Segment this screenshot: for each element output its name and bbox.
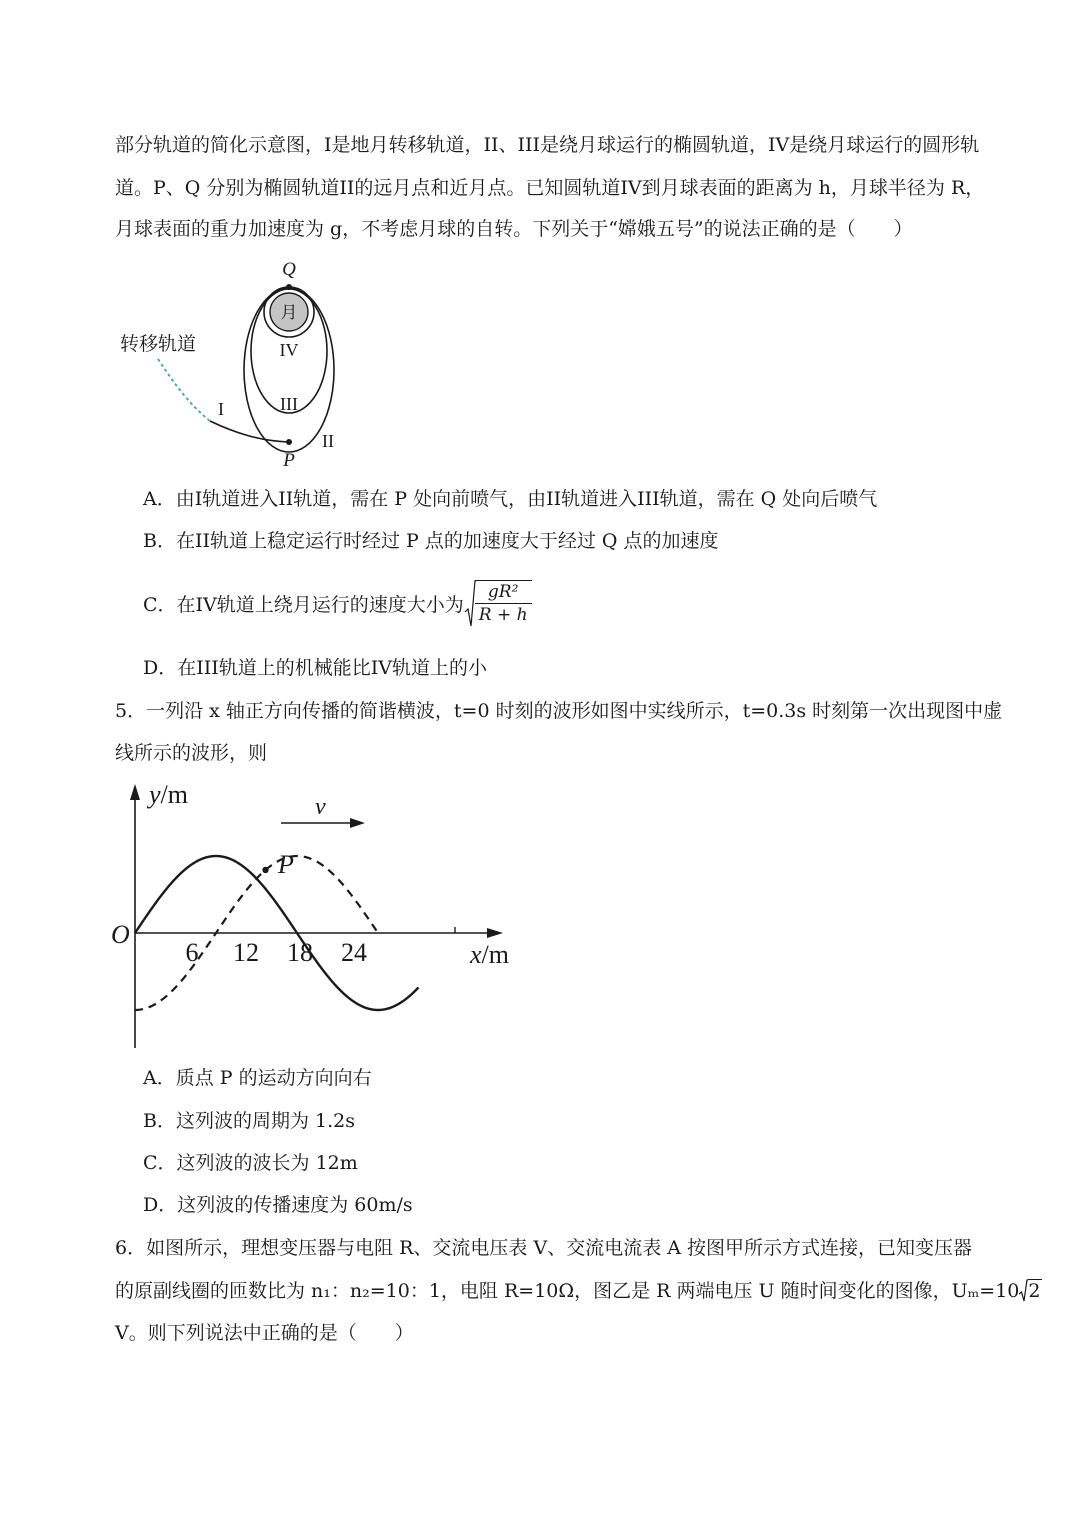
fraction-denominator: R + h — [478, 605, 528, 625]
x-tick-label-12: 12 — [233, 938, 259, 967]
velocity-arrow-head — [350, 818, 365, 828]
label-IV: IV — [279, 340, 299, 360]
q6-line-2-text: 的原副线圈的匝数比为 n₁：n₂=10：1，电阻 R=10Ω，图乙是 R 两端电压 U 随时间变化的图像，Uₘ=10 — [115, 1280, 1020, 1302]
label-II: II — [322, 431, 334, 451]
q5-line-1: 5．一列沿 x 轴正方向传播的简谐横波，t=0 时刻的波形如图中实线所示，t=0.3s 时刻第一次出现图中虚 — [115, 700, 1003, 722]
q6-line-3: V。则下列说法中正确的是（ ） — [115, 1322, 414, 1344]
sqrt-expression — [464, 580, 532, 630]
velocity-label: v — [315, 794, 326, 820]
label-Q: Q — [282, 259, 296, 280]
wave-chart — [105, 778, 525, 1053]
point-P-label: P — [278, 850, 294, 879]
y-axis-arrow — [130, 784, 140, 800]
x-tick-label-18: 18 — [287, 938, 313, 967]
orbit-I — [210, 421, 289, 442]
point-P-marker — [262, 867, 268, 873]
q4-option-c — [143, 574, 532, 636]
label-I: I — [218, 399, 224, 419]
label-III: III — [280, 394, 298, 414]
moon-label: 月 — [280, 303, 298, 322]
q6-line-2 — [115, 1278, 1042, 1304]
q4-line-2: 道。P、Q 分别为椭圆轨道II的远月点和近月点。已知圆轨道IV到月球表面的距离为 h，月球半径为 R， — [115, 177, 985, 199]
origin-label: O — [111, 920, 130, 949]
sqrt-2-radicand: 2 — [1028, 1280, 1041, 1302]
q5-option-b: B．这列波的周期为 1.2s — [143, 1110, 355, 1132]
label-transfer-orbit: 转移轨道 — [120, 334, 197, 355]
x-axis-label: x/m — [470, 940, 509, 969]
q5-option-a: A．质点 P 的运动方向向右 — [143, 1067, 372, 1089]
fraction-numerator: gR² — [475, 581, 532, 604]
q5-option-c: C．这列波的波长为 12m — [143, 1152, 358, 1174]
sqrt-2-sign — [1019, 1279, 1028, 1303]
label-P: P — [283, 450, 295, 471]
x-axis-arrow — [487, 928, 503, 938]
q4-option-c-text: C．在IV轨道上绕月运行的速度大小为 — [143, 594, 464, 616]
x-tick-label-6: 6 — [185, 938, 199, 967]
transfer-orbit-dashed — [158, 359, 210, 421]
q5-line-2: 线所示的波形，则 — [115, 742, 268, 764]
q4-line-1: 部分轨道的简化示意图，I是地月转移轨道，II、III是绕月球运行的椭圆轨道，IV是绕月球运行的圆形轨 — [115, 134, 980, 156]
sqrt-2 — [1019, 1279, 1042, 1303]
q5-option-d: D．这列波的传播速度为 60m/s — [143, 1194, 413, 1216]
q4-option-a: A．由I轨道进入II轨道，需在 P 处向前喷气，由II轨道进入III轨道，需在 Q 处向后喷气 — [143, 488, 878, 510]
q6-line-1: 6．如图所示，理想变压器与电阻 R、交流电压表 V、交流电流表 A 按图甲所示方式连接，已知变压器 — [115, 1237, 972, 1259]
y-axis-label: y/m — [149, 780, 188, 809]
q4-option-b: B．在II轨道上稳定运行时经过 P 点的加速度大于经过 Q 点的加速度 — [143, 530, 719, 552]
x-tick-label-24: 24 — [341, 938, 367, 967]
q4-line-3: 月球表面的重力加速度为 g，不考虑月球的自转。下列关于“嫦娥五号”的说法正确的是（ ） — [115, 218, 913, 240]
q4-option-d: D．在III轨道上的机械能比IV轨道上的小 — [143, 657, 487, 679]
orbit-diagram — [110, 255, 370, 475]
point-Q — [286, 284, 292, 290]
point-P — [286, 439, 292, 445]
